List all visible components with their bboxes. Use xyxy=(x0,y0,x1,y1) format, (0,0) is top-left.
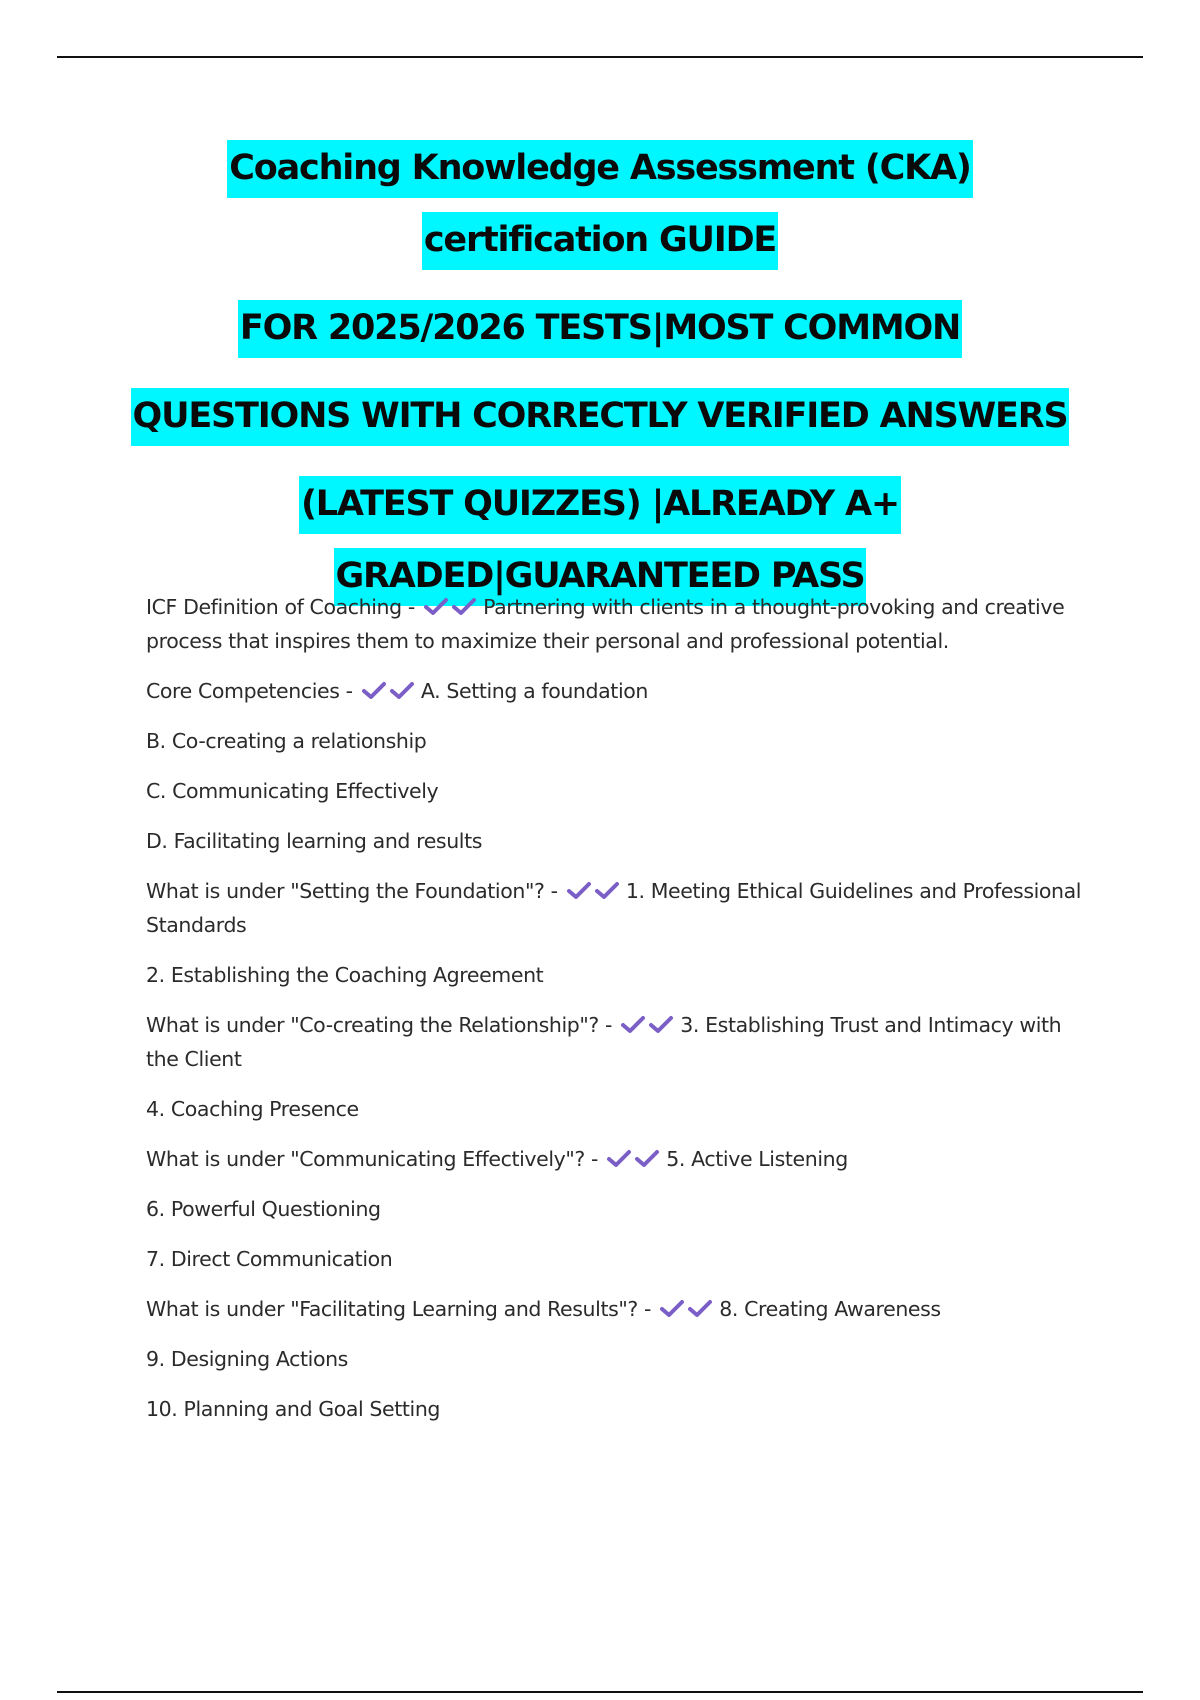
checkmark-icon xyxy=(606,1149,632,1169)
checkmark-icon xyxy=(634,1149,660,1169)
checkmark-icon xyxy=(594,881,620,901)
checkmark-icon xyxy=(361,681,387,701)
question-text: ICF Definition of Coaching - xyxy=(146,595,415,619)
checkmark-icon xyxy=(566,881,592,901)
question-text: Core Competencies - xyxy=(146,679,353,703)
checkmark-icon xyxy=(389,681,415,701)
answer-line: C. Communicating Effectively xyxy=(146,779,439,803)
answer-line: 2. Establishing the Coaching Agreement xyxy=(146,963,544,987)
checkmark-icon xyxy=(648,1015,674,1035)
title-line-4: QUESTIONS WITH CORRECTLY VERIFIED ANSWERS xyxy=(131,388,1070,446)
question-text: What is under "Setting the Foundation"? - xyxy=(146,879,558,903)
answer-line: 9. Designing Actions xyxy=(146,1347,348,1371)
answer-text: 5. Active Listening xyxy=(666,1147,848,1171)
qa-content xyxy=(146,590,1096,1442)
qa-item xyxy=(146,590,1096,658)
answer-text: 8. Creating Awareness xyxy=(719,1297,941,1321)
bottom-rule xyxy=(57,1691,1143,1693)
answer-line: D. Facilitating learning and results xyxy=(146,829,483,853)
title-line-5: (LATEST QUIZZES) |ALREADY A+ xyxy=(299,476,901,534)
answer-line: 4. Coaching Presence xyxy=(146,1097,359,1121)
qa-item xyxy=(146,1292,1096,1326)
checkmark-icon xyxy=(620,1015,646,1035)
checkmark-icon xyxy=(687,1299,713,1319)
question-text: What is under "Communicating Effectively"? - xyxy=(146,1147,599,1171)
checkmark-icon xyxy=(451,597,477,617)
title-line-2: certification GUIDE xyxy=(422,212,778,270)
question-text: What is under "Co-creating the Relationship"? - xyxy=(146,1013,612,1037)
answer-line: B. Co-creating a relationship xyxy=(146,729,427,753)
qa-item xyxy=(146,1142,1096,1176)
qa-item xyxy=(146,674,1096,708)
answer-line: 10. Planning and Goal Setting xyxy=(146,1397,441,1421)
answer-text: A. Setting a foundation xyxy=(420,679,648,703)
question-text: What is under "Facilitating Learning and Results"? - xyxy=(146,1297,651,1321)
answer-text: Partnering with clients in a thought-provoking and creative process that inspires them to maximize their personal and professional potential. xyxy=(146,595,1065,653)
title-line-3: FOR 2025/2026 TESTS|MOST COMMON xyxy=(238,300,962,358)
document-title xyxy=(0,140,1200,606)
answer-line: 7. Direct Communication xyxy=(146,1247,393,1271)
qa-item xyxy=(146,874,1096,942)
qa-item xyxy=(146,1008,1096,1076)
title-line-1: Coaching Knowledge Assessment (CKA) xyxy=(227,140,972,198)
title-line-6: GRADED|GUARANTEED PASS xyxy=(334,548,867,606)
checkmark-icon xyxy=(659,1299,685,1319)
answer-line: 6. Powerful Questioning xyxy=(146,1197,381,1221)
top-rule xyxy=(57,56,1143,58)
answer-text: 3. Establishing Trust and Intimacy with the Client xyxy=(146,1013,1062,1071)
answer-text: 1. Meeting Ethical Guidelines and Professional Standards xyxy=(146,879,1082,937)
checkmark-icon xyxy=(423,597,449,617)
